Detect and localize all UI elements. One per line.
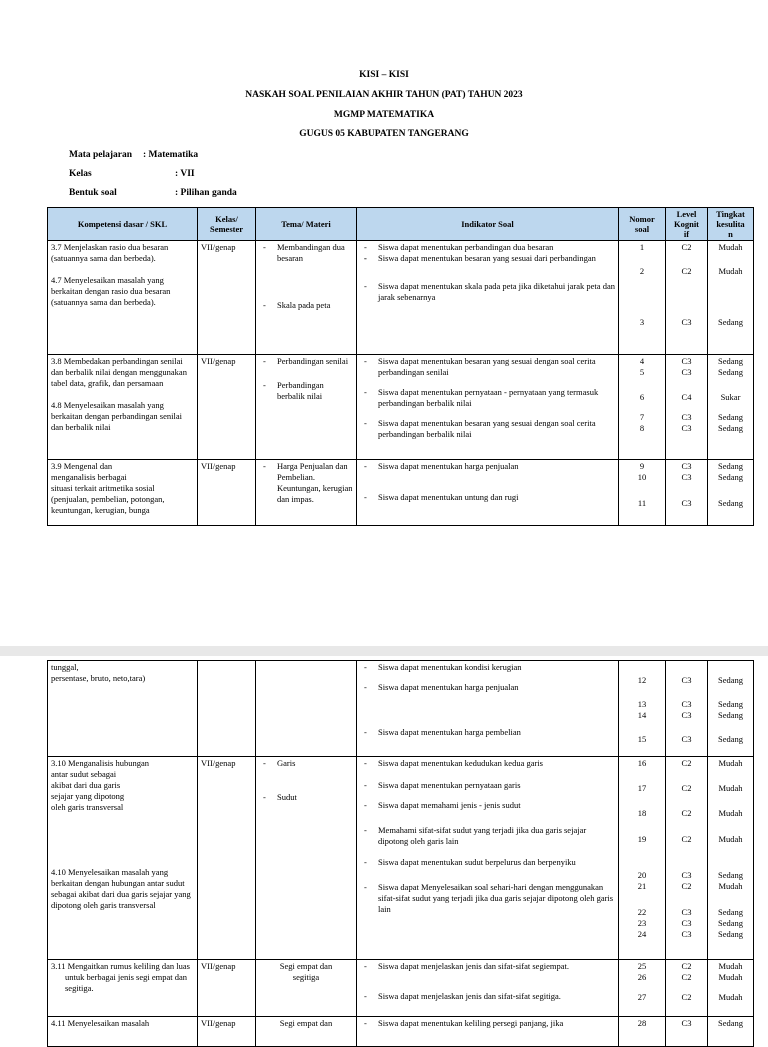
table-row xyxy=(48,757,754,960)
meta-mapel-value: : Matematika xyxy=(143,150,199,160)
nomor-cell: 1 2 3 xyxy=(619,241,666,355)
table-row xyxy=(48,460,754,526)
nomor-cell: 12 13 14 15 xyxy=(619,661,666,757)
meta-bentuk xyxy=(69,188,237,198)
level-cell: C3 C3 C3 C3 xyxy=(666,661,708,757)
kd-cell: tunggal, persentase, bruto, neto,tara) xyxy=(48,661,198,757)
page-separator xyxy=(0,646,768,656)
table-row xyxy=(48,241,754,355)
nomor-cell: 28 xyxy=(619,1017,666,1047)
kelas-cell: VII/genap xyxy=(198,757,256,960)
col-header-nomor: Nomor soal xyxy=(619,208,666,241)
doc-title-gugus: GUGUS 05 KABUPATEN TANGERANG xyxy=(299,129,469,139)
document-page-2 xyxy=(0,660,768,1028)
doc-title-mgmp: MGMP MATEMATIKA xyxy=(333,110,435,120)
indikator-cell: - Siswa dapat menentukan besaran yang sesuai dengan soal cerita perbandingan senilai - Siswa dapat menentukan pernyataan - pernyataan yang termasuk perbandingan berbalik nilai - Siswa dapat menentukan besaran yang sesuai dengan soal cerita perbandingan berbalik nilai xyxy=(357,355,619,460)
kelas-cell: VII/genap xyxy=(198,960,256,1017)
nomor-cell: 25 26 27 xyxy=(619,960,666,1017)
doc-title-naskah: NASKAH SOAL PENILAIAN AKHIR TAHUN (PAT) TAHUN 2023 xyxy=(245,90,523,100)
tingkat-cell: Mudah Mudah Sedang xyxy=(708,241,754,355)
kd-cell: 3.9 Mengenal dan menganalisis berbagai situasi terkait aritmetika sosial (penjualan, pembelian, potongan, keuntungan, kerugian, bunga xyxy=(48,460,198,526)
kelas-cell: VII/genap xyxy=(198,241,256,355)
level-cell: C2 C2 C3 xyxy=(666,241,708,355)
tema-cell: - Harga Penjualan dan Pembelian. Keuntungan, kerugian dan impas. xyxy=(256,460,357,526)
meta-kelas-value: : VII xyxy=(175,169,195,179)
kelas-cell: VII/genap xyxy=(198,1017,256,1047)
meta-mapel xyxy=(69,150,199,160)
tema-cell: - Garis - Sudut xyxy=(256,757,357,960)
kelas-cell xyxy=(198,661,256,757)
table-row xyxy=(48,661,754,757)
indikator-cell: - Siswa dapat menentukan perbandingan dua besaran - Siswa dapat menentukan besaran yang sesuai dari perbandingan - Siswa dapat menentukan skala pada peta jika diketahui jarak peta dan jarak sebenarnya xyxy=(357,241,619,355)
level-cell: C2 C2 C2 xyxy=(666,960,708,1017)
kd-cell: 3.8 Membedakan perbandingan senilai dan berbalik nilai dengan menggunakan tabel data, grafik, dan persamaan 4.8 Menyelesaikan masalah yang berkaitan dengan perbandingan senilai dan berbalik nilai xyxy=(48,355,198,460)
meta-mapel-label: Mata pelajaran xyxy=(69,150,133,160)
col-header-tema: Tema/ Materi xyxy=(256,208,357,241)
kisi-table-page-1 xyxy=(47,207,754,526)
meta-kelas xyxy=(69,169,195,179)
indikator-cell: - Siswa dapat menentukan keliling persegi panjang, jika xyxy=(357,1017,619,1047)
level-cell: C3 xyxy=(666,1017,708,1047)
meta-bentuk-value: : Pilihan ganda xyxy=(175,188,237,198)
meta-bentuk-label: Bentuk soal xyxy=(69,188,117,198)
indikator-cell: - Siswa dapat menentukan harga penjualan - Siswa dapat menentukan untung dan rugi xyxy=(357,460,619,526)
tingkat-cell: Sedang Sedang Sedang Sedang xyxy=(708,661,754,757)
level-cell: C2 C2 C2 C2 C3 C2 C3 C3 C3 xyxy=(666,757,708,960)
level-cell: C3 C3 C3 xyxy=(666,460,708,526)
level-cell: C3 C3 C4 C3 C3 xyxy=(666,355,708,460)
col-header-level: Level Kognit if xyxy=(666,208,708,241)
kelas-cell: VII/genap xyxy=(198,460,256,526)
tingkat-cell: Mudah Mudah Mudah xyxy=(708,960,754,1017)
tingkat-cell: Sedang Sedang Sedang xyxy=(708,460,754,526)
col-header-tingkat: Tingkat kesulita n xyxy=(708,208,754,241)
indikator-cell: - Siswa dapat menjelaskan jenis dan sifat-sifat segiempat. - Siswa dapat menjelaskan jenis dan sifat-sifat segitiga. xyxy=(357,960,619,1017)
table-row xyxy=(48,355,754,460)
indikator-cell: - Siswa dapat menentukan kedudukan kedua garis - Siswa dapat menentukan pernyataan garis - Siswa dapat memahami jenis - jenis sudut - Memahami sifat-sifat sudut yang terjadi jika dua garis sejajar dipotong oleh garis lain - Siswa dapat menentukan sudut berpelurus dan berpenyiku - Siswa dapat Menyelesaikan soal sehari-hari dengan menggunakan sifat-sifat sudut yang terjadi jika dua garis sejajar dipotong oleh garis lain xyxy=(357,757,619,960)
tingkat-cell: Sedang xyxy=(708,1017,754,1047)
tema-cell: - Perbandingan senilai - Perbandingan berbalik nilai xyxy=(256,355,357,460)
kd-cell: 3.10 Menganalisis hubungan antar sudut sebagai akibat dari dua garis sejajar yang dipotong oleh garis transversal 4.10 Menyelesaikan masalah yang berkaitan dengan hubungan antar sudut sebagai akibat dari dua garis sejajar yang dipotong oleh garis transversal xyxy=(48,757,198,960)
table-row xyxy=(48,1017,754,1047)
nomor-cell: 4 5 6 7 8 xyxy=(619,355,666,460)
tingkat-cell: Mudah Mudah Mudah Mudah Sedang Mudah Sedang Sedang Sedang xyxy=(708,757,754,960)
col-header-indikator: Indikator Soal xyxy=(357,208,619,241)
kd-cell: 4.11 Menyelesaikan masalah xyxy=(48,1017,198,1047)
col-header-kelas: Kelas/ Semester xyxy=(198,208,256,241)
table-header-row xyxy=(48,208,754,241)
tema-cell: - Membandingan dua besaran - Skala pada peta xyxy=(256,241,357,355)
tema-cell xyxy=(256,661,357,757)
tema-cell: Segi empat dan segitiga xyxy=(256,960,357,1017)
kelas-cell: VII/genap xyxy=(198,355,256,460)
table-row xyxy=(48,960,754,1017)
meta-kelas-label: Kelas xyxy=(69,169,92,179)
tingkat-cell: Sedang Sedang Sukar Sedang Sedang xyxy=(708,355,754,460)
tema-cell: Segi empat dan xyxy=(256,1017,357,1047)
nomor-cell: 9 10 11 xyxy=(619,460,666,526)
nomor-cell: 16 17 18 19 20 21 22 23 24 xyxy=(619,757,666,960)
indikator-cell: - Siswa dapat menentukan kondisi kerugian - Siswa dapat menentukan harga penjualan - Siswa dapat menentukan harga pembelian xyxy=(357,661,619,757)
doc-title-kisi: KISI – KISI xyxy=(359,70,409,80)
kd-cell: 3.11 Mengaitkan rumus keliling dan luas untuk berbagai jenis segi empat dan segitiga. xyxy=(48,960,198,1017)
kd-cell: 3.7 Menjelaskan rasio dua besaran (satuannya sama dan berbeda). 4.7 Menyelesaikan masalah yang berkaitan dengan rasio dua besaran (satuannya sama dan berbeda). xyxy=(48,241,198,355)
kisi-table-page-2 xyxy=(47,660,754,1047)
col-header-kd: Kompetensi dasar / SKL xyxy=(48,208,198,241)
